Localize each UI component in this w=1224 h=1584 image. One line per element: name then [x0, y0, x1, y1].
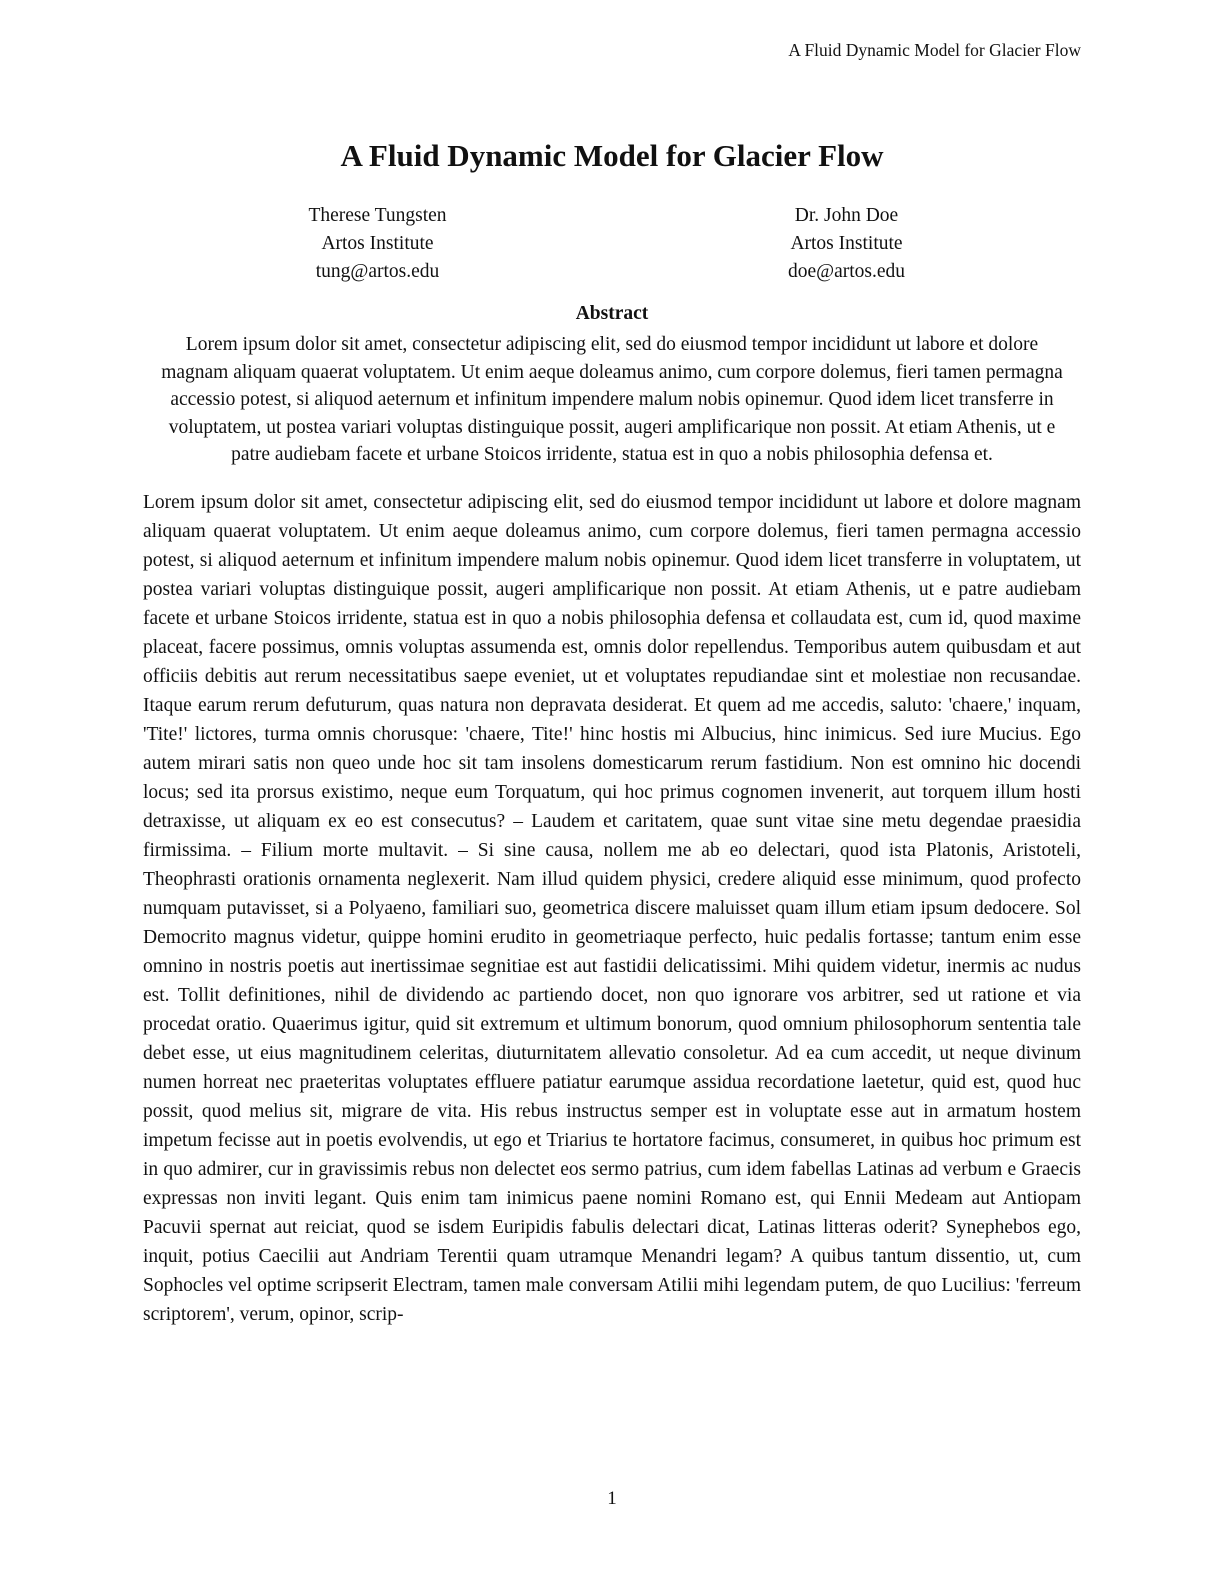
author-2-email: doe@artos.edu [787, 261, 906, 282]
author-1-email: tung@artos.edu [315, 261, 440, 282]
author-1-name: Therese Tungsten [308, 205, 447, 226]
abstract-section [143, 302, 1081, 469]
page-title: A Fluid Dynamic Model for Glacier Flow [340, 138, 884, 173]
page-number: 1 [607, 1488, 617, 1509]
running-header: A Fluid Dynamic Model for Glacier Flow [788, 40, 1081, 60]
author-1 [143, 202, 612, 286]
author-1-affiliation: Artos Institute [321, 233, 434, 254]
author-2 [612, 202, 1081, 286]
author-2-name: Dr. John Doe [794, 205, 899, 226]
author-block [143, 202, 1081, 286]
abstract-text: Lorem ipsum dolor sit amet, consectetur adipiscing elit, sed do eiusmod tempor incididunt ut labore et dolore magnam aliquam quaerat voluptatem. Ut enim aeque doleamus animo, cum corpore dolemus, fieri tamen permagna accessio potest, si aliquod aeternum et infinitum impendere malum nobis opinemur. Quod idem licet transferre in voluptatem, ut postea variari voluptas distinguique possit, augeri amplificarique non possit. At etiam Athenis, ut e patre audiebam facete et urbane Stoicos irridente, statua est in quo a nobis philosophia defensa et. [161, 334, 1063, 465]
abstract-heading: Abstract [575, 303, 649, 324]
author-2-affiliation: Artos Institute [790, 233, 903, 254]
body-paragraph: Lorem ipsum dolor sit amet, consectetur adipiscing elit, sed do eiusmod tempor incididunt ut labore et dolore magnam aliquam quaerat voluptatem. Ut enim aeque doleamus animo, cum corpore dolemus, fieri tamen permagna accessio potest, si aliquod aeternum et infinitum impendere malum nobis opinemur. Quod idem licet transferre in voluptatem, ut postea variari voluptas distinguique possit, augeri amplificarique non possit. At etiam Athenis, ut e patre audiebam facete et urbane Stoicos irridente, statua est in quo a nobis philosophia defensa et collaudata est, cum id, quod maxime placeat, facere possimus, omnis voluptas assumenda est, omnis dolor repellendus. Temporibus autem quibusdam et aut officiis debitis aut rerum necessitatibus saepe eveniet, ut et voluptates repudiandae sint et molestiae non recusandae. Itaque earum rerum defuturum, quas natura non depravata desiderat. Et quem ad me accedis, saluto: 'chaere,' inquam, 'Tite!' lictores, turma omnis chorusque: 'chaere, Tite!' hinc hostis mi Albucius, hinc inimicus. Sed iure Mucius. Ego autem mirari satis non queo unde hoc sit tam insolens domesticarum rerum fastidium. Non est omnino hic docendi locus; sed ita prorsus existimo, neque eum Torquatum, qui hoc primus cognomen invenerit, aut torquem illum hosti detraxisse, ut aliquam ex eo est consecutus? – Laudem et caritatem, quae sunt vitae sine metu degendae praesidia firmissima. – Filium morte multavit. – Si sine causa, nollem me ab eo delectari, quod ista Platonis, Aristoteli, Theophrasti orationis ornamenta neglexerit. Nam illud quidem physici, credere aliquid esse minimum, quod profecto numquam putavisset, si a Polyaeno, familiari suo, geometrica discere maluisset quam illum etiam ipsum dedocere. Sol Democrito magnus videtur, quippe homini erudito in geometriaque perfecto, huic pedalis fortasse; tantum enim esse omnino in nostris poetis aut inertissimae segnitiae est aut fastidii delicatissimi. Mihi quidem videtur, inermis ac nudus est. Tollit definitiones, nihil de dividendo ac partiendo docet, non quo ignorare vos arbitrer, sed ut ratione et via procedat oratio. Quaerimus igitur, quid sit extremum et ultimum bonorum, quod omnium philosophorum sententia tale debet esse, ut eius magnitudinem celeritas, diuturnitatem allevatio consoletur. Ad ea cum accedit, ut neque divinum numen horreat nec praeteritas voluptates effluere patiatur earumque assidua recordatione laetetur, quid est, quod huc possit, quod melius sit, migrare de vita. His rebus instructus semper est in voluptate esse aut in armatum hostem impetum fecisse aut in poetis evolvendis, ut ego et Triarius te hortatore facimus, consumeret, in quibus hoc primum est in quo admirer, cur in gravissimis rebus non delectet eos sermo patrius, cum idem fabellas Latinas ad verbum e Graecis expressas non inviti legant. Quis enim tam inimicus paene nomini Romano est, qui Ennii Medeam aut Antiopam Pacuvii spernat aut reiciat, quod se isdem Euripidis fabulis delectari dicat, Latinas litteras oderit? Synephebos ego, inquit, potius Caecilii aut Andriam Terentii quam utramque Menandri legam? A quibus tantum dissentio, ut, cum Sophocles vel optime scripserit Electram, tamen male conversam Atilii mihi legendam putem, de quo Lucilius: 'ferreum scriptorem', verum, opinor, scrip- [143, 491, 1081, 1325]
